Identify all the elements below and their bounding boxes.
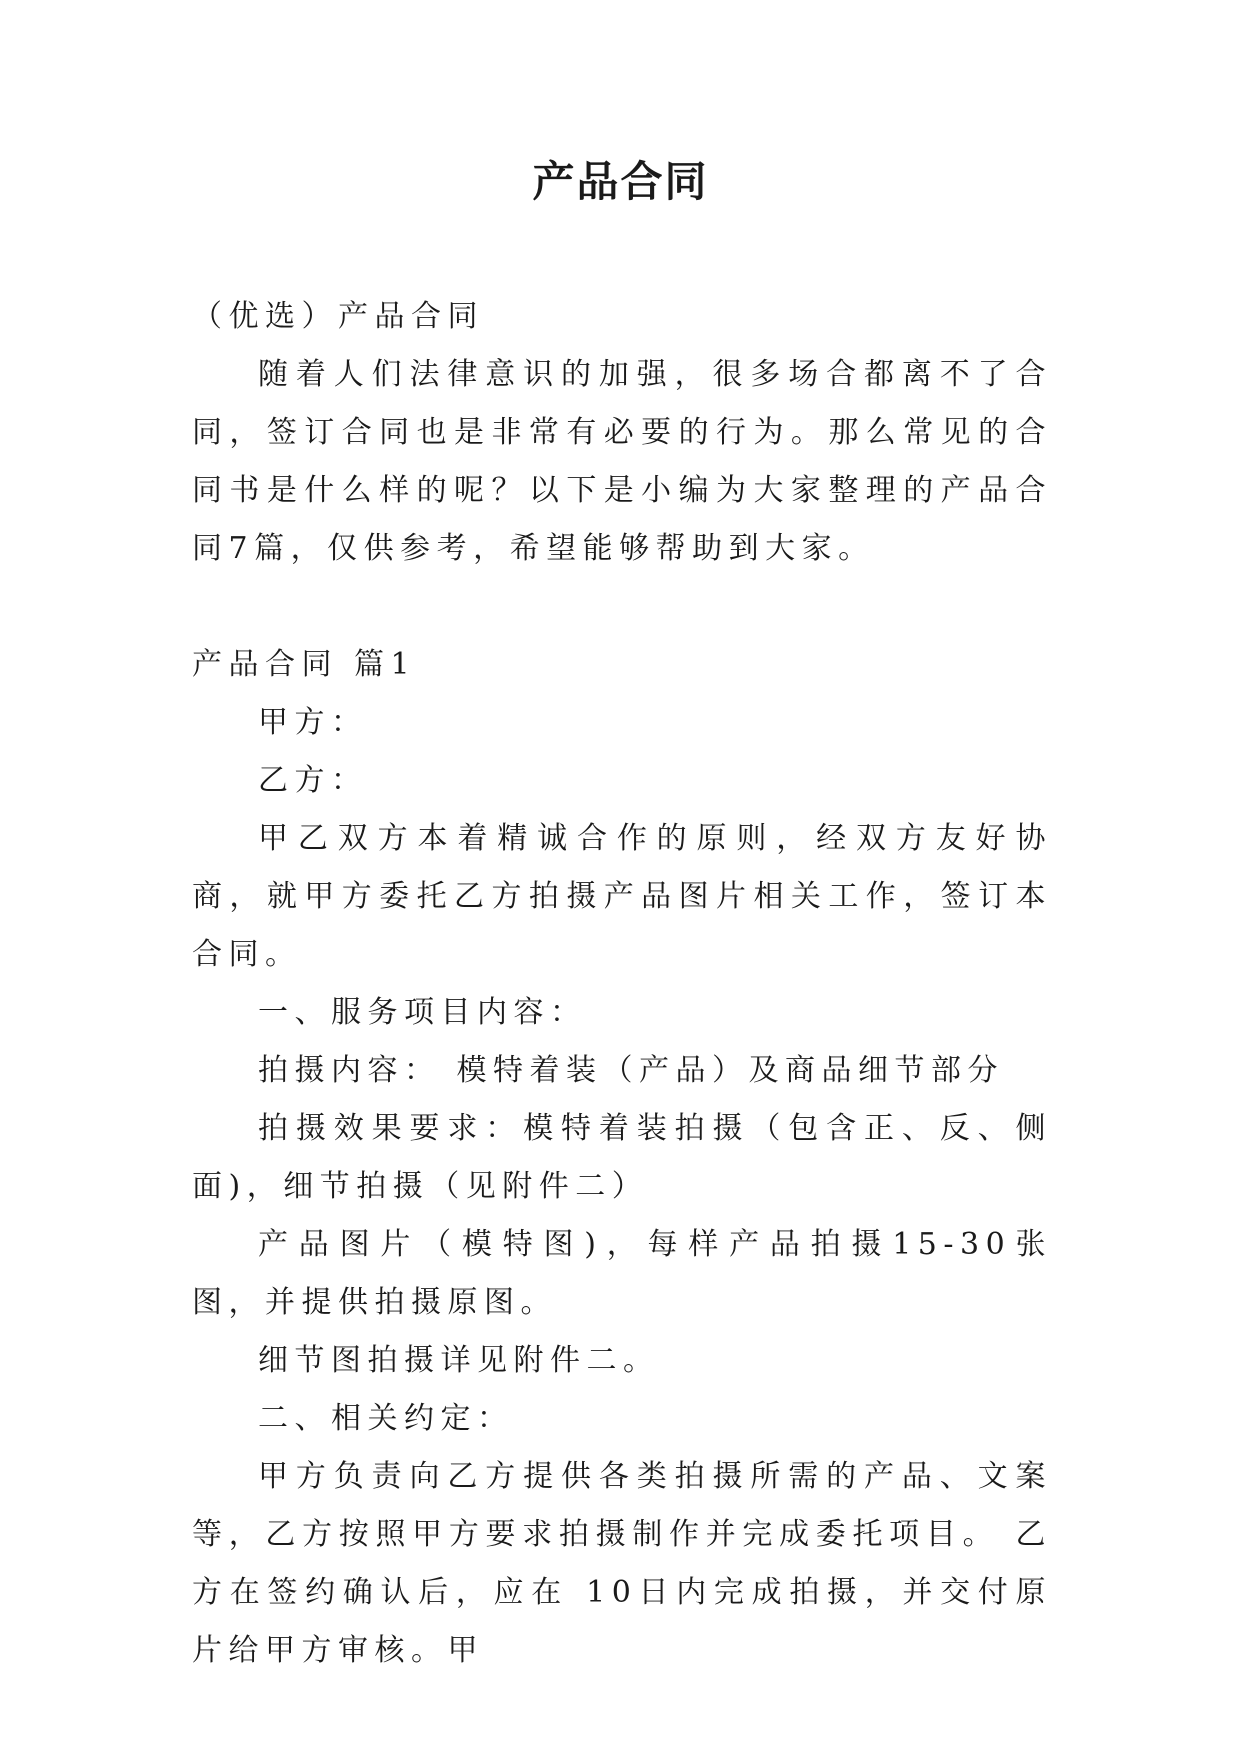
party-a-label: 甲方：: [258, 705, 368, 740]
document-title: 产品合同: [532, 157, 709, 206]
preamble-paragraph: 甲乙双方本着精诚合作的原则，经双方友好协商，就甲方委托乙方拍摄产品图片相关工作，签订本合同。: [192, 821, 1052, 972]
document-body: [192, 288, 1052, 1680]
clause1-heading: 一、服务项目内容：: [258, 995, 587, 1030]
clause2-heading: 二、相关约定：: [258, 1401, 514, 1436]
product-images-paragraph: 产品图片（模特图)，每样产品拍摄15-30张图，并提供拍摄原图。: [192, 1227, 1052, 1320]
shoot-requirements-paragraph: 拍摄效果要求：模特着装拍摄（包含正、反、侧面)，细节拍摄（见附件二）: [192, 1111, 1052, 1204]
intro-paragraph: 随着人们法律意识的加强，很多场合都离不了合同，签订合同也是非常有必要的行为。那么常见的合同书是什么样的呢？以下是小编为大家整理的产品合同7篇，仅供参考，希望能够帮助到大家。: [192, 357, 1052, 566]
paragraph-spacer: [192, 578, 1052, 636]
detail-images-paragraph: 细节图拍摄详见附件二。: [258, 1343, 660, 1378]
party-b-label: 乙方：: [258, 763, 368, 798]
clause2-paragraph: 甲方负责向乙方提供各类拍摄所需的产品、文案等，乙方按照甲方要求拍摄制作并完成委托项目。 乙方在签约确认后，应在 10日内完成拍摄，并交付原片给甲方审核。甲: [192, 1459, 1052, 1668]
document-subtitle: （优选）产品合同: [192, 299, 484, 334]
shoot-content-paragraph: 拍摄内容： 模特着装（产品）及商品细节部分: [258, 1053, 1005, 1088]
section-heading: 产品合同 篇1: [192, 647, 417, 682]
